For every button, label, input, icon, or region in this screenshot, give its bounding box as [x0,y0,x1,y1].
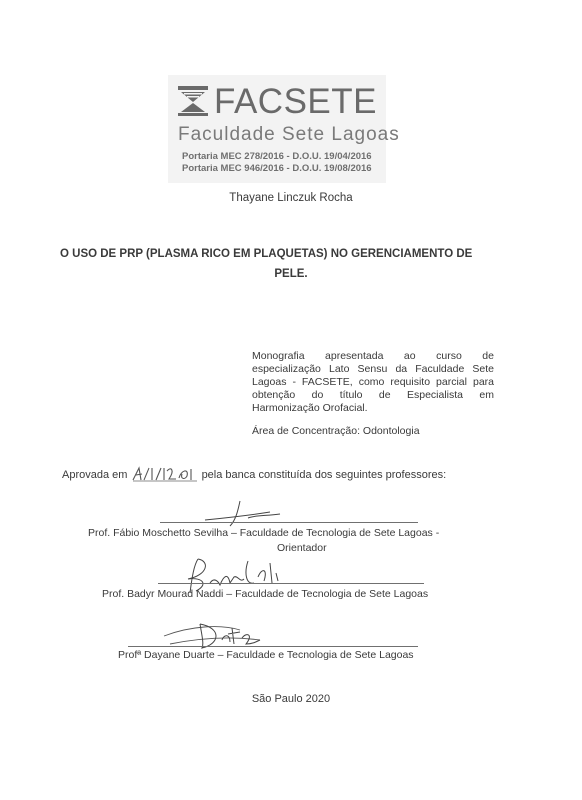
committee-member-2 [102,587,428,602]
portaria-line-1: Portaria MEC 278/2016 - D.O.U. 19/04/2016 [182,151,372,162]
approval-suffix: pela banca constituída dos seguintes professores: [201,469,447,481]
monograph-description: Monografia apresentada ao curso de especialização Lato Sensu da Faculdade Sete Lagoas - FACSETE, como requisito parcial para obtenção do título de Especialista em Harmonização Orofacial. [252,350,494,414]
handwritten-date-icon [131,466,199,482]
brand-subtitle: Faculdade Sete Lagoas [178,124,400,145]
committee-member-1-line-1: Prof. Fábio Moschetto Sevilha – Faculdade de Tecnologia de Sete Lagoas - [88,527,440,539]
approval-line [62,466,446,482]
portaria-line-2: Portaria MEC 946/2016 - D.O.U. 19/08/2016 [182,163,372,174]
signature-line-2 [158,583,424,584]
brand-name: FACSETE [214,82,377,121]
city-year: São Paulo 2020 [251,693,331,705]
approval-prefix: Aprovada em [62,469,128,481]
committee-member-1 [88,526,439,556]
signature-line-3 [128,646,418,647]
thesis-title-line-2: PELE. [274,268,308,280]
author-name: Thayane Linczuk Rocha [229,192,353,204]
facsete-logo-icon [178,86,208,116]
committee-member-2-line-1: Prof. Badyr Mourad Naddi – Faculdade de Tecnologia de Sete Lagoas [102,588,429,600]
committee-member-3 [118,648,414,663]
concentration-area: Área de Concentração: Odontologia [252,425,420,437]
thesis-title [60,244,522,284]
signature-line-1 [160,522,418,523]
thesis-title-line-1: O USO DE PRP (PLASMA RICO EM PLAQUETAS) NO GERENCIAMENTO DE [60,248,473,260]
committee-member-1-line-2: Orientador [277,542,327,554]
committee-member-3-line-1: Profª Dayane Duarte – Faculdade e Tecnologia de Sete Lagoas [118,649,414,661]
signature-1-icon [200,498,290,528]
